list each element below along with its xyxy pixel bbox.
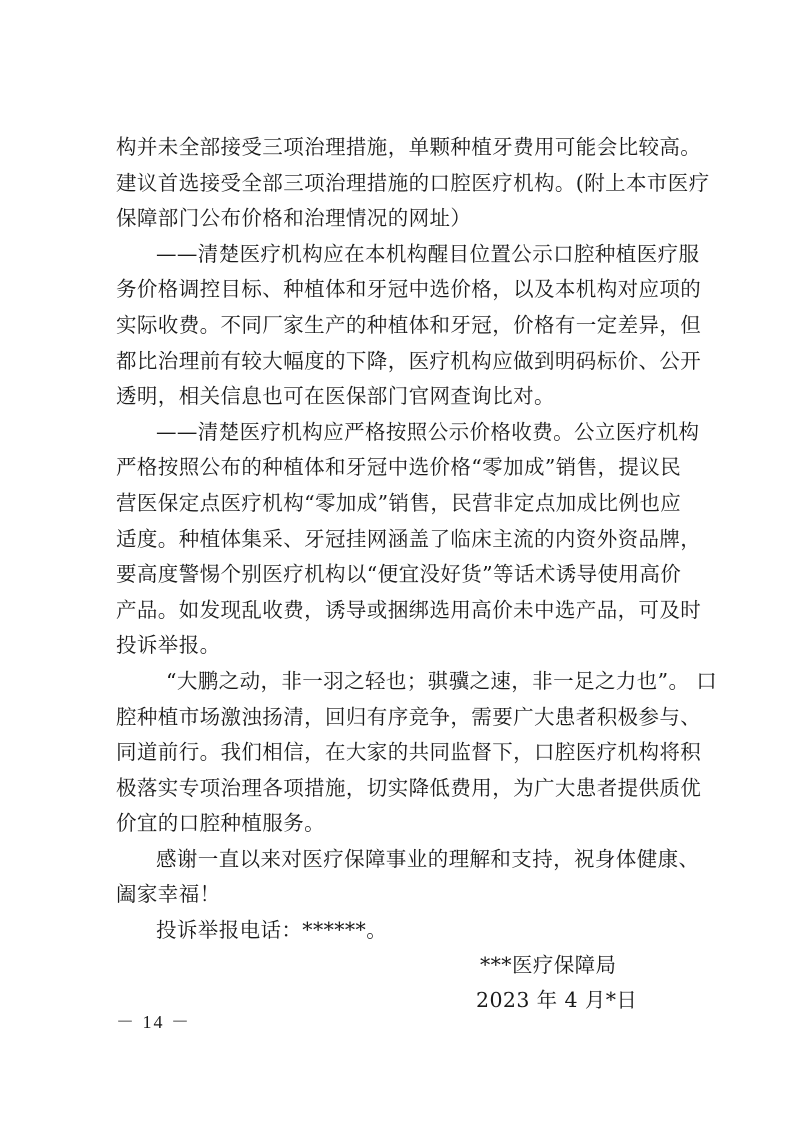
text-line: 投诉举报电话：******。 xyxy=(156,918,388,943)
paragraph-recommend-institution xyxy=(116,130,716,237)
text-line: 产品。如发现乱收费，诱导或捆绑选用高价未中选产品，可及时 xyxy=(116,597,702,622)
text-line: 感谢一直以来对医疗保障事业的理解和支持，祝身体健康、 xyxy=(156,846,700,871)
text-line: 建议首选接受全部三项治理措施的口腔医疗机构。(附上本市医疗 xyxy=(116,170,710,195)
paragraph-thanks xyxy=(116,842,716,913)
paragraph-price-disclosure xyxy=(116,237,716,415)
text-line: 透明，相关信息也可在医保部门官网查询比对。 xyxy=(116,384,555,409)
paragraph-strict-charging xyxy=(116,415,716,664)
text-line: 腔种植市场激浊扬清，回归有序竞争，需要广大患者积极参与、 xyxy=(116,704,702,729)
text-line: 实际收费。不同厂家生产的种植体和牙冠，价格有一定差异，但 xyxy=(116,312,702,337)
text-line: 保障部门公布价格和治理情况的网址） xyxy=(116,206,472,231)
text-line: 务价格调控目标、种植体和牙冠中选价格，以及本机构对应项的 xyxy=(116,277,702,302)
text-line: 都比治理前有较大幅度的下降，医疗机构应做到明码标价、公开 xyxy=(116,348,702,373)
text-line: 严格按照公布的种植体和牙冠中选价格“零加成”销售，提议民 xyxy=(116,455,682,480)
page-number: － 14 － xyxy=(116,1012,191,1032)
text-line: 要高度警惕个别医疗机构以“便宜没好货”等话术诱导使用高价 xyxy=(116,562,682,587)
signature-date: 2023 年 4 月*日 xyxy=(476,988,638,1012)
signature-block xyxy=(476,948,638,1018)
text-line: “大鹏之动，非一羽之轻也；骐骥之速，非一足之力也”。 口 xyxy=(166,668,718,693)
text-line: 极落实专项治理各项措施，切实降低费用，为广大患者提供质优 xyxy=(116,775,702,800)
text-line: 投诉举报。 xyxy=(116,633,221,658)
text-line: 适度。种植体集采、牙冠挂网涵盖了临床主流的内资外资品牌， xyxy=(116,526,702,551)
text-line: 营医保定点医疗机构“零加成”销售，民营非定点加成比例也应 xyxy=(116,490,682,515)
paragraph-hotline xyxy=(116,913,716,949)
text-line: 同道前行。我们相信，在大家的共同监督下，口腔医疗机构将积 xyxy=(116,740,702,765)
document-body xyxy=(116,130,716,949)
paragraph-quote xyxy=(116,664,716,842)
text-line: ——清楚医疗机构应在本机构醒目位置公示口腔种植医疗服 xyxy=(156,241,700,266)
text-line: 价宜的口腔种植服务。 xyxy=(116,811,325,836)
text-line: 构并未全部接受三项治理措施，单颗种植牙费用可能会比较高。 xyxy=(116,135,702,159)
text-line: 阖家幸福！ xyxy=(116,882,221,907)
signature-organization: ***医疗保障局 xyxy=(480,953,617,977)
text-line: ——清楚医疗机构应严格按照公示价格收费。公立医疗机构 xyxy=(156,419,700,444)
